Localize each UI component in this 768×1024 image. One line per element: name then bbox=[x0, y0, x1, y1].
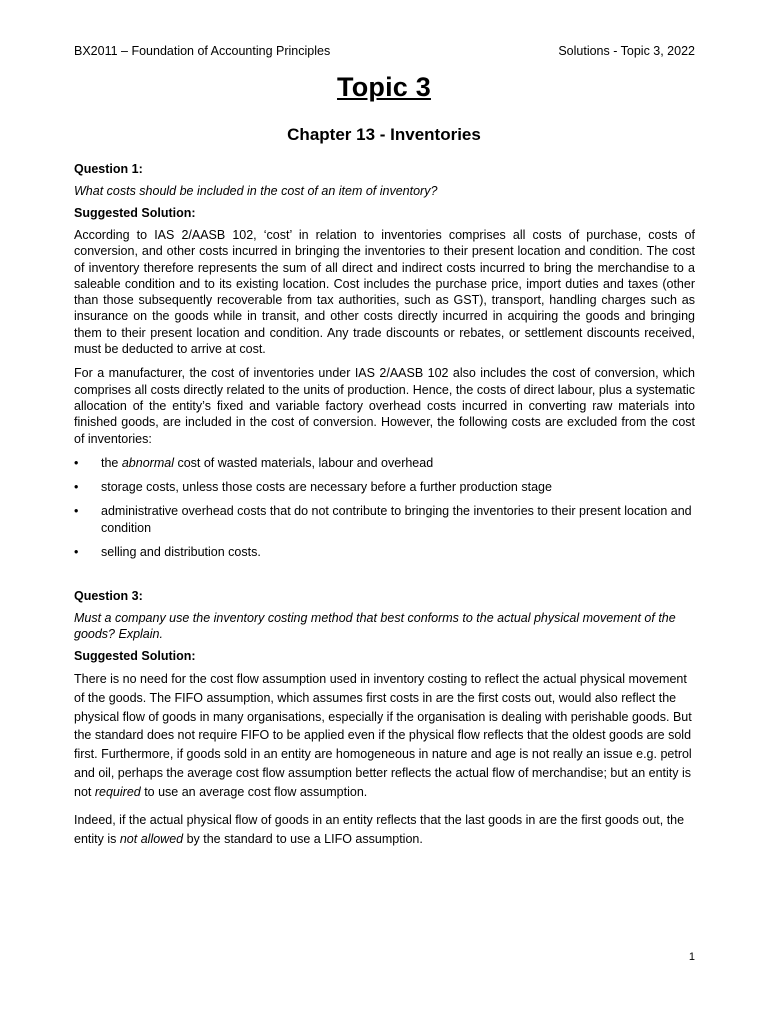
question-1-paragraph-1: According to IAS 2/AASB 102, ‘cost’ in relation to inventories comprises all costs of purchase, costs of conversion, and other costs incurred in bringing the inventories to their present location and condition. The cost of inventory therefore represents the sum of all direct and indirect costs incurred to bring the merchandise to a saleable condition and to its existing location. Cost includes the purchase price, import duties and taxes (other than those subsequently recoverable from tax authorities, such as GST), transport, handling charges such as insurance on the goods while in transit, and other costs directly incurred in acquiring the goods and bringing them to their present location and condition. Any trade discounts or rebates, or settlement discounts received, must be deducted to arrive at cost. bbox=[74, 228, 695, 357]
chapter-heading: Chapter 13 - Inventories bbox=[287, 125, 481, 144]
page-number: 1 bbox=[688, 951, 695, 963]
bullet-icon: • bbox=[74, 504, 79, 519]
bullet-icon: • bbox=[74, 480, 79, 495]
list-item bbox=[74, 544, 695, 560]
question-1-paragraph-2: For a manufacturer, the cost of inventories under IAS 2/AASB 102 also includes the cost of conversion, which comprises all costs directly related to the units of production. Hence, the costs of direct labour, plus a systematic allocation of the entity’s fixed and variable factory overhead costs incurred in converting raw materials into finished goods, are included in the cost of conversion. However, the following costs are excluded from the cost of inventories: bbox=[74, 366, 695, 446]
header-solutions-label: Solutions - Topic 3, 2022 bbox=[558, 44, 695, 58]
paragraph-emphasis: not allowed bbox=[119, 831, 184, 846]
list-item-text: administrative overhead costs that do not contribute to bringing the inventories to their present location and condition bbox=[101, 504, 692, 535]
paragraph-text: There is no need for the cost flow assumption used in inventory costing to reflect the actual physical movement of the goods. The FIFO assumption, which assumes first costs in are the first costs out, would also reflect the physical flow of goods in many organisations, especially if the organisation is dealing with perishable goods. But the standard does not require FIFO to be applied even if the physical flow reflects that the oldest goods are sold first. Furthermore, if goods sold in an entity are homogeneous in nature and age is not really an issue e.g. petrol and oil, perhaps the average cost flow assumption better reflects the actual flow of merchandise; but an entity is not bbox=[74, 672, 692, 799]
list-item-suffix: cost of wasted materials, labour and overhead bbox=[173, 455, 434, 470]
list-item-prefix: the bbox=[101, 455, 122, 470]
excluded-costs-list bbox=[74, 455, 695, 560]
paragraph-emphasis: required bbox=[94, 784, 141, 799]
list-item bbox=[74, 455, 695, 471]
question-3-heading: Question 3: bbox=[74, 589, 143, 604]
question-1-solution-label: Suggested Solution: bbox=[74, 206, 196, 220]
paragraph-text: by the standard to use a LIFO assumption. bbox=[183, 831, 423, 846]
list-item-emphasis: abnormal bbox=[121, 455, 174, 470]
document-body bbox=[74, 161, 695, 859]
question-3-paragraph-1 bbox=[74, 670, 695, 801]
bullet-icon: • bbox=[74, 545, 79, 560]
list-item bbox=[74, 503, 695, 536]
paragraph-text: to use an average cost flow assumption. bbox=[140, 784, 368, 799]
question-3-paragraph-2 bbox=[74, 811, 695, 848]
list-item-text: selling and distribution costs. bbox=[101, 545, 261, 560]
list-item bbox=[74, 479, 695, 495]
section-spacer bbox=[74, 568, 695, 588]
page-title: Topic 3 bbox=[337, 72, 431, 102]
paragraph-text: Indeed, if the actual physical flow of goods in an entity reflects that the last goods in are the first goods out, the entity is bbox=[74, 813, 685, 846]
question-1-heading: Question 1: bbox=[74, 162, 143, 176]
question-3-text: Must a company use the inventory costing method that best conforms to the actual physical movement of the goods? Explain. bbox=[74, 611, 676, 642]
question-3-solution-label: Suggested Solution: bbox=[74, 649, 196, 664]
bullet-icon: • bbox=[74, 455, 79, 470]
question-1-text: What costs should be included in the cost of an item of inventory? bbox=[74, 184, 438, 198]
list-item-text: storage costs, unless those costs are necessary before a further production stage bbox=[101, 480, 552, 495]
header-course-title: BX2011 – Foundation of Accounting Principles bbox=[74, 44, 331, 58]
